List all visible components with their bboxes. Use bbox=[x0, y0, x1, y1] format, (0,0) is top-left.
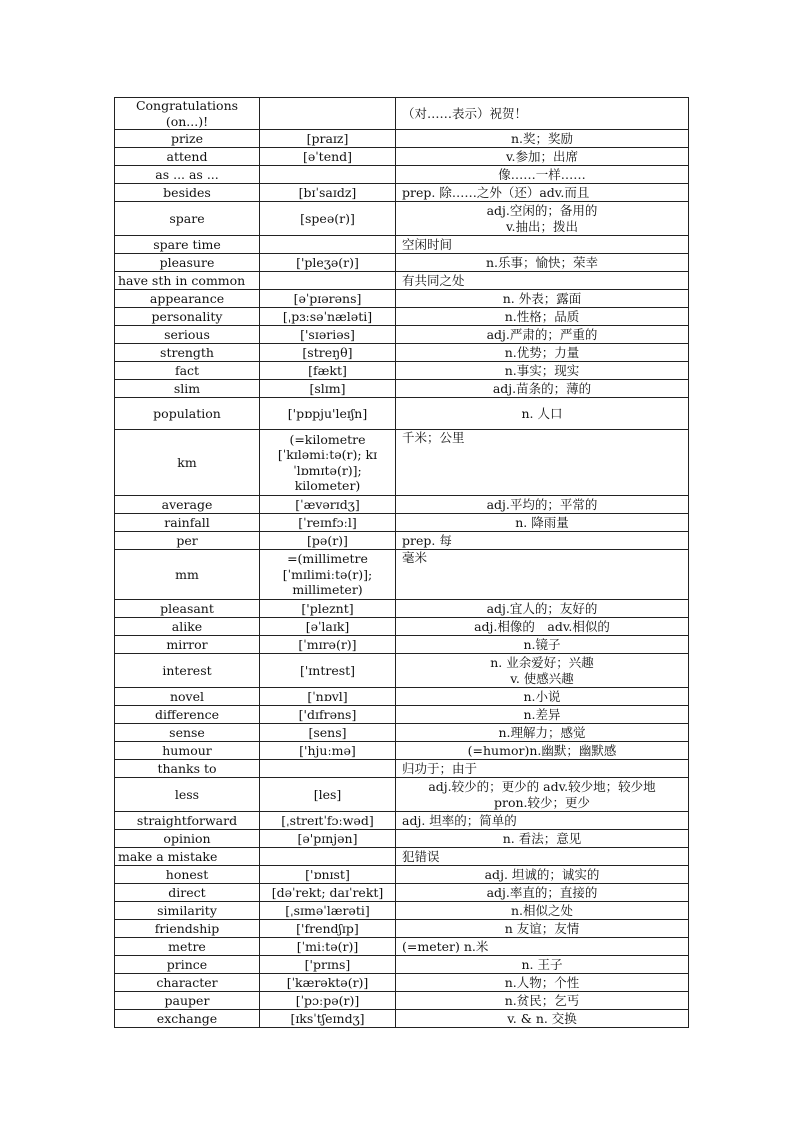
table-row bbox=[115, 398, 689, 430]
phonetic-cell: ['dɪfrəns] bbox=[260, 706, 396, 724]
phonetic-cell: ['ɪntrest] bbox=[260, 654, 396, 688]
word-cell: opinion bbox=[115, 830, 260, 848]
word-cell: make a mistake bbox=[115, 848, 260, 866]
table-row bbox=[115, 636, 689, 654]
phonetic-cell: ['pleznt] bbox=[260, 600, 396, 618]
table-row bbox=[115, 148, 689, 166]
phonetic-cell: [ˈpɔːpə(r)] bbox=[260, 992, 396, 1010]
phonetic-cell: [fækt] bbox=[260, 362, 396, 380]
phonetic-cell: [ˈkærəktə(r)] bbox=[260, 974, 396, 992]
phonetic-cell: [ˌpɜːsəˈnæləti] bbox=[260, 308, 396, 326]
meaning-cell: n. 王子 bbox=[396, 956, 689, 974]
table-row bbox=[115, 98, 689, 130]
word-cell: have sth in common bbox=[115, 272, 260, 290]
phonetic-cell: [bɪˈsaɪdz] bbox=[260, 184, 396, 202]
word-cell: as ... as ... bbox=[115, 166, 260, 184]
meaning-cell: n. 人口 bbox=[396, 398, 689, 430]
meaning-cell: n.镜子 bbox=[396, 636, 689, 654]
meaning-cell: n 友谊；友情 bbox=[396, 920, 689, 938]
word-cell: per bbox=[115, 532, 260, 550]
meaning-cell: v. & n. 交换 bbox=[396, 1010, 689, 1028]
table-row bbox=[115, 956, 689, 974]
word-cell: slim bbox=[115, 380, 260, 398]
table-row bbox=[115, 254, 689, 272]
word-cell: direct bbox=[115, 884, 260, 902]
phonetic-cell bbox=[260, 166, 396, 184]
table-row bbox=[115, 848, 689, 866]
phonetic-cell: (=kilometre [ˈkɪləmiːtə(r); kɪ ˈlɒmɪtə(r)]; kilometer) bbox=[260, 430, 396, 496]
word-cell: pleasant bbox=[115, 600, 260, 618]
meaning-cell: n.贫民；乞丐 bbox=[396, 992, 689, 1010]
table-row bbox=[115, 308, 689, 326]
meaning-cell: n.性格；品质 bbox=[396, 308, 689, 326]
table-row bbox=[115, 550, 689, 600]
vocabulary-table-body bbox=[115, 98, 689, 1028]
table-row bbox=[115, 344, 689, 362]
table-row bbox=[115, 974, 689, 992]
table-row bbox=[115, 600, 689, 618]
word-cell: novel bbox=[115, 688, 260, 706]
table-row bbox=[115, 688, 689, 706]
table-row bbox=[115, 1010, 689, 1028]
word-cell: similarity bbox=[115, 902, 260, 920]
meaning-cell: n.差异 bbox=[396, 706, 689, 724]
phonetic-cell: [əˈpɪərəns] bbox=[260, 290, 396, 308]
phonetic-cell: [les] bbox=[260, 778, 396, 812]
meaning-cell: prep. 除……之外（还）adv.而且 bbox=[396, 184, 689, 202]
meaning-cell: prep. 每 bbox=[396, 532, 689, 550]
phonetic-cell: [streŋθ] bbox=[260, 344, 396, 362]
word-cell: prize bbox=[115, 130, 260, 148]
meaning-cell: adj.率直的；直接的 bbox=[396, 884, 689, 902]
word-cell: serious bbox=[115, 326, 260, 344]
word-cell: less bbox=[115, 778, 260, 812]
word-cell: humour bbox=[115, 742, 260, 760]
word-cell: prince bbox=[115, 956, 260, 974]
phonetic-cell bbox=[260, 98, 396, 130]
phonetic-cell: [praɪz] bbox=[260, 130, 396, 148]
word-cell: spare bbox=[115, 202, 260, 236]
phonetic-cell: [ɪksˈtʃeɪndʒ] bbox=[260, 1010, 396, 1028]
meaning-cell: adj. 坦诚的；诚实的 bbox=[396, 866, 689, 884]
table-row bbox=[115, 290, 689, 308]
word-cell: metre bbox=[115, 938, 260, 956]
table-row bbox=[115, 130, 689, 148]
meaning-cell: n.小说 bbox=[396, 688, 689, 706]
meaning-cell: n. 降雨量 bbox=[396, 514, 689, 532]
table-row bbox=[115, 830, 689, 848]
meaning-cell: adj.相像的 adv.相似的 bbox=[396, 618, 689, 636]
table-row bbox=[115, 272, 689, 290]
word-cell: Congratulations (on...)! bbox=[115, 98, 260, 130]
table-row bbox=[115, 902, 689, 920]
vocabulary-table bbox=[114, 97, 689, 1028]
word-cell: mm bbox=[115, 550, 260, 600]
meaning-cell: n. 看法；意见 bbox=[396, 830, 689, 848]
phonetic-cell: [sens] bbox=[260, 724, 396, 742]
word-cell: straightforward bbox=[115, 812, 260, 830]
table-row bbox=[115, 618, 689, 636]
phonetic-cell: ['pleʒə(r)] bbox=[260, 254, 396, 272]
meaning-cell: n. 业余爱好；兴趣 v. 使感兴趣 bbox=[396, 654, 689, 688]
meaning-cell: n.优势；力量 bbox=[396, 344, 689, 362]
phonetic-cell: [əˈtend] bbox=[260, 148, 396, 166]
meaning-cell: n.奖；奖励 bbox=[396, 130, 689, 148]
phonetic-cell: ['frendʃɪp] bbox=[260, 920, 396, 938]
meaning-cell: adj.较少的；更少的 adv.较少地；较少地 pron.较少；更少 bbox=[396, 778, 689, 812]
meaning-cell: (=humor)n.幽默；幽默感 bbox=[396, 742, 689, 760]
meaning-cell: （对……表示）祝贺！ bbox=[396, 98, 689, 130]
phonetic-cell: [ə'pɪnjən] bbox=[260, 830, 396, 848]
phonetic-cell: [pə(r)] bbox=[260, 532, 396, 550]
meaning-cell: adj. 坦率的；简单的 bbox=[396, 812, 689, 830]
meaning-cell: n.事实；现实 bbox=[396, 362, 689, 380]
phonetic-cell: ['sɪəriəs] bbox=[260, 326, 396, 344]
table-row bbox=[115, 202, 689, 236]
table-row bbox=[115, 884, 689, 902]
word-cell: mirror bbox=[115, 636, 260, 654]
phonetic-cell bbox=[260, 272, 396, 290]
word-cell: spare time bbox=[115, 236, 260, 254]
table-row bbox=[115, 362, 689, 380]
phonetic-cell: ['prɪns] bbox=[260, 956, 396, 974]
table-row bbox=[115, 184, 689, 202]
phonetic-cell bbox=[260, 760, 396, 778]
word-cell: alike bbox=[115, 618, 260, 636]
word-cell: difference bbox=[115, 706, 260, 724]
table-row bbox=[115, 496, 689, 514]
meaning-cell: 犯错误 bbox=[396, 848, 689, 866]
table-row bbox=[115, 514, 689, 532]
word-cell: appearance bbox=[115, 290, 260, 308]
word-cell: population bbox=[115, 398, 260, 430]
table-row bbox=[115, 166, 689, 184]
table-row bbox=[115, 992, 689, 1010]
phonetic-cell: ['pɒpju'leɪʃn] bbox=[260, 398, 396, 430]
word-cell: honest bbox=[115, 866, 260, 884]
meaning-cell: adj.平均的；平常的 bbox=[396, 496, 689, 514]
meaning-cell: adj.空闲的；备用的 v.抽出；拨出 bbox=[396, 202, 689, 236]
word-cell: personality bbox=[115, 308, 260, 326]
phonetic-cell: =(millimetre [ˈmɪlimiːtə(r)]; millimeter) bbox=[260, 550, 396, 600]
meaning-cell: adj.苗条的；薄的 bbox=[396, 380, 689, 398]
table-row bbox=[115, 778, 689, 812]
word-cell: thanks to bbox=[115, 760, 260, 778]
phonetic-cell bbox=[260, 848, 396, 866]
word-cell: average bbox=[115, 496, 260, 514]
phonetic-cell: [ˌsɪməˈlærəti] bbox=[260, 902, 396, 920]
meaning-cell: (=meter) n.米 bbox=[396, 938, 689, 956]
phonetic-cell: [ˈmiːtə(r)] bbox=[260, 938, 396, 956]
word-cell: sense bbox=[115, 724, 260, 742]
phonetic-cell: [slɪm] bbox=[260, 380, 396, 398]
table-row bbox=[115, 760, 689, 778]
phonetic-cell: [ˌstreɪtˈfɔːwəd] bbox=[260, 812, 396, 830]
phonetic-cell: ['hjuːmə] bbox=[260, 742, 396, 760]
meaning-cell: adj.宜人的；友好的 bbox=[396, 600, 689, 618]
meaning-cell: 毫米 bbox=[396, 550, 689, 600]
meaning-cell: n.人物；个性 bbox=[396, 974, 689, 992]
table-row bbox=[115, 326, 689, 344]
table-row bbox=[115, 866, 689, 884]
word-cell: attend bbox=[115, 148, 260, 166]
word-cell: km bbox=[115, 430, 260, 496]
word-cell: strength bbox=[115, 344, 260, 362]
word-cell: pleasure bbox=[115, 254, 260, 272]
word-cell: besides bbox=[115, 184, 260, 202]
word-cell: fact bbox=[115, 362, 260, 380]
meaning-cell: 归功于；由于 bbox=[396, 760, 689, 778]
table-row bbox=[115, 920, 689, 938]
word-cell: interest bbox=[115, 654, 260, 688]
meaning-cell: 有共同之处 bbox=[396, 272, 689, 290]
meaning-cell: adj.严肃的；严重的 bbox=[396, 326, 689, 344]
table-row bbox=[115, 430, 689, 496]
meaning-cell: 空闲时间 bbox=[396, 236, 689, 254]
table-row bbox=[115, 654, 689, 688]
meaning-cell: n. 外表；露面 bbox=[396, 290, 689, 308]
phonetic-cell: [ˈmɪrə(r)] bbox=[260, 636, 396, 654]
meaning-cell: 千米；公里 bbox=[396, 430, 689, 496]
table-row bbox=[115, 706, 689, 724]
meaning-cell: 像……一样…… bbox=[396, 166, 689, 184]
table-row bbox=[115, 938, 689, 956]
phonetic-cell bbox=[260, 236, 396, 254]
table-row bbox=[115, 812, 689, 830]
meaning-cell: n.理解力；感觉 bbox=[396, 724, 689, 742]
table-row bbox=[115, 236, 689, 254]
table-row bbox=[115, 742, 689, 760]
phonetic-cell: [speə(r)] bbox=[260, 202, 396, 236]
table-row bbox=[115, 380, 689, 398]
word-cell: pauper bbox=[115, 992, 260, 1010]
meaning-cell: n.乐事；愉快；荣幸 bbox=[396, 254, 689, 272]
phonetic-cell: [dəˈrekt; daɪˈrekt] bbox=[260, 884, 396, 902]
phonetic-cell: [ˈreɪnfɔːl] bbox=[260, 514, 396, 532]
table-row bbox=[115, 532, 689, 550]
phonetic-cell: [ˈævərɪdʒ] bbox=[260, 496, 396, 514]
phonetic-cell: ['ɒnɪst] bbox=[260, 866, 396, 884]
word-cell: exchange bbox=[115, 1010, 260, 1028]
meaning-cell: n.相似之处 bbox=[396, 902, 689, 920]
word-cell: rainfall bbox=[115, 514, 260, 532]
phonetic-cell: [ˈnɒvl] bbox=[260, 688, 396, 706]
table-row bbox=[115, 724, 689, 742]
word-cell: friendship bbox=[115, 920, 260, 938]
meaning-cell: v.参加；出席 bbox=[396, 148, 689, 166]
word-cell: character bbox=[115, 974, 260, 992]
phonetic-cell: [əˈlaɪk] bbox=[260, 618, 396, 636]
